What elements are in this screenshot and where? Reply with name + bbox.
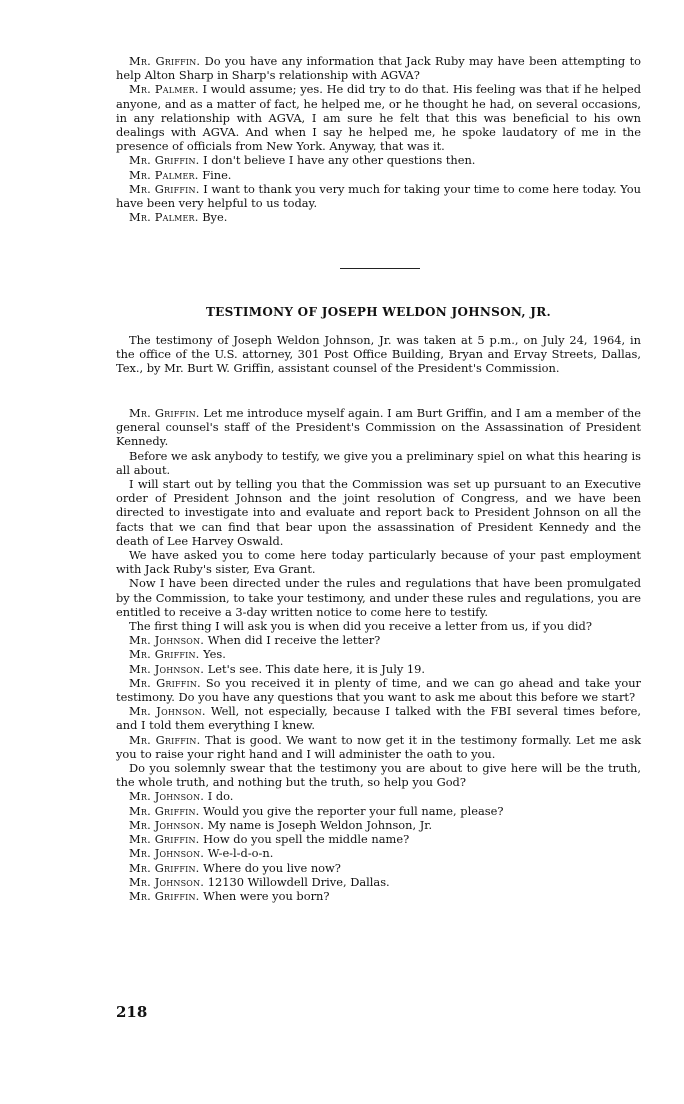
speaker-label: Mr. Griffin. [129,647,200,662]
speech-text: Do you solemnly swear that the testimony you are about to give here will be the truth, the whole truth, and nothing but the truth, so help you God? [116,761,641,790]
page-number: 218 [116,1003,148,1021]
speech-text: Where do you live now? [203,860,341,875]
testimony-paragraph [116,875,641,889]
testimony-paragraph [116,704,641,732]
speaker-label: Mr. Palmer. [129,210,199,225]
testimony-paragraph [116,633,641,647]
testimony-paragraph [116,406,641,449]
speech-text: How do you spell the middle name? [203,832,410,847]
testimony-paragraph [116,832,641,846]
speaker-label: Mr. Griffin. [129,888,200,903]
speech-text: Do you have any information that Jack Ruby may have been attempting to help Alton Sharp in Sharp's relationship with AGVA? [116,54,642,83]
testimony-paragraph [116,153,641,167]
speech-text: Bye. [202,210,228,225]
testimony-paragraph [116,861,641,875]
speech-text: I would assume; yes. He did try to do that. His feeling was that if he helped anyone, and as a matter of fact, he helped me, or he thought he had, on several occasions, in any relationship with AGVA, I am sure he felt that this was beneficial to his own dealings with AGVA. And when I say he helped me, he spoke laudatory of me in the presence of officials from New York. Anyway, that was it. [116,82,642,154]
speech-text: 12130 Willowdell Drive, Dallas. [207,874,390,889]
speaker-label: Mr. Griffin. [129,803,200,818]
testimony-paragraph [116,733,641,761]
speech-text: Let me introduce myself again. I am Burt Griffin, and I am a member of the general counsel's staff of the President's Commission on the Assassination of President Kennedy. [116,406,641,449]
testimony-paragraph [116,477,641,548]
speech-text: Well, not especially, because I talked with the FBI several times before, and I told them everything I knew. [116,704,641,733]
testimony-paragraph [116,182,641,210]
speech-text: We have asked you to come here today particularly because of your past employment with Jack Ruby's sister, Eva Grant. [116,548,641,577]
speech-text: W-e-l-d-o-n. [207,846,274,861]
speaker-label: Mr. Griffin. [129,832,200,847]
speech-text: My name is Joseph Weldon Johnson, Jr. [207,817,433,832]
speaker-label: Mr. Johnson. [129,846,205,861]
testimony-paragraph [116,82,641,153]
speaker-label: Mr. Griffin. [129,153,200,168]
speech-text: I want to thank you very much for taking your time to come here today. You have been very helpful to us today. [116,181,641,211]
testimony-paragraph [116,647,641,661]
speech-text: When did I receive the letter? [207,633,381,648]
speech-text: When were you born? [203,888,330,903]
testimony-paragraph [116,576,641,619]
speaker-label: Mr. Griffin. [129,406,200,420]
speaker-label: Mr. Johnson. [129,661,205,676]
section-divider [340,268,420,269]
testimony-heading: TESTIMONY OF JOSEPH WELDON JOHNSON, JR. [205,305,552,319]
speaker-label: Mr. Johnson. [129,817,205,832]
testimony-paragraph [116,789,641,803]
speaker-label: Mr. Griffin. [129,181,200,196]
testimony-paragraph [116,210,641,224]
speech-text: I will start out by telling you that the Commission was set up pursuant to an Executive order of President Johnson and the joint resolution of Congress, and we have been directed to investigate into and evaluate and report back to President Johnson on all the facts that we can find that bear upon the assassination of President Kennedy and the death of Lee Harvey Oswald. [116,477,641,548]
speaker-label: Mr. Griffin. [129,54,201,68]
testimony-paragraph [116,54,641,82]
testimony-paragraph [116,804,641,818]
speech-text: Now I have been directed under the rules and regulations that have been promulgated by the Commission, to take your testimony, and under these rules and regulations, you are entitled to receive a 3-day written notice to come here to testify. [116,576,641,619]
speaker-label: Mr. Griffin. [129,675,201,690]
speech-text: I don't believe I have any other questions then. [203,153,476,168]
intro-paragraph: The testimony of Joseph Weldon Johnson, Jr. was taken at 5 p.m., on July 24, 1964, in the office of the U.S. attorney, 301 Post Office Building, Bryan and Ervay Streets, Dallas, Tex., by Mr. Burt W. Griffin, assistant counsel of the President's Commission. [116,333,641,376]
testimony-paragraph [116,676,641,704]
testimony-paragraph [116,889,641,903]
speaker-label: Mr. Johnson. [129,704,206,719]
speech-text: Yes. [203,647,226,662]
speech-text: The first thing I will ask you is when did you receive a letter from us, if you did? [129,619,592,634]
intro-block [116,333,641,376]
speaker-label: Mr. Palmer. [129,82,199,97]
speech-text: That is good. We want to now get it in the testimony formally. Let me ask you to raise your right hand and I will administer the oath to you. [116,732,642,761]
speaker-label: Mr. Palmer. [129,167,199,182]
speech-text: Fine. [202,167,232,182]
speaker-label: Mr. Johnson. [129,633,205,648]
testimony-paragraph [116,846,641,860]
speech-text: Let's see. This date here, it is July 19. [207,661,426,676]
testimony-paragraph [116,449,641,477]
speech-text: I do. [207,789,234,804]
speech-text: So you received it in plenty of time, and we can go ahead and take your testimony. Do you have any questions that you want to ask me about this before we start? [116,675,641,705]
speech-text: Before we ask anybody to testify, we give you a preliminary spiel on what this hearing is all about. [116,448,641,477]
speaker-label: Mr. Griffin. [129,732,201,747]
testimony-paragraph [116,548,641,576]
testimony-paragraph [116,619,641,633]
testimony-paragraph [116,168,641,182]
previous-testimony-end [116,54,641,224]
speaker-label: Mr. Johnson. [129,874,205,889]
testimony-paragraph [116,662,641,676]
speech-text: Would you give the reporter your full name, please? [203,803,504,818]
speaker-label: Mr. Griffin. [129,860,200,875]
testimony-paragraph [116,818,641,832]
speaker-label: Mr. Johnson. [129,789,205,804]
testimony-paragraph [116,761,641,789]
testimony-body [116,406,641,903]
